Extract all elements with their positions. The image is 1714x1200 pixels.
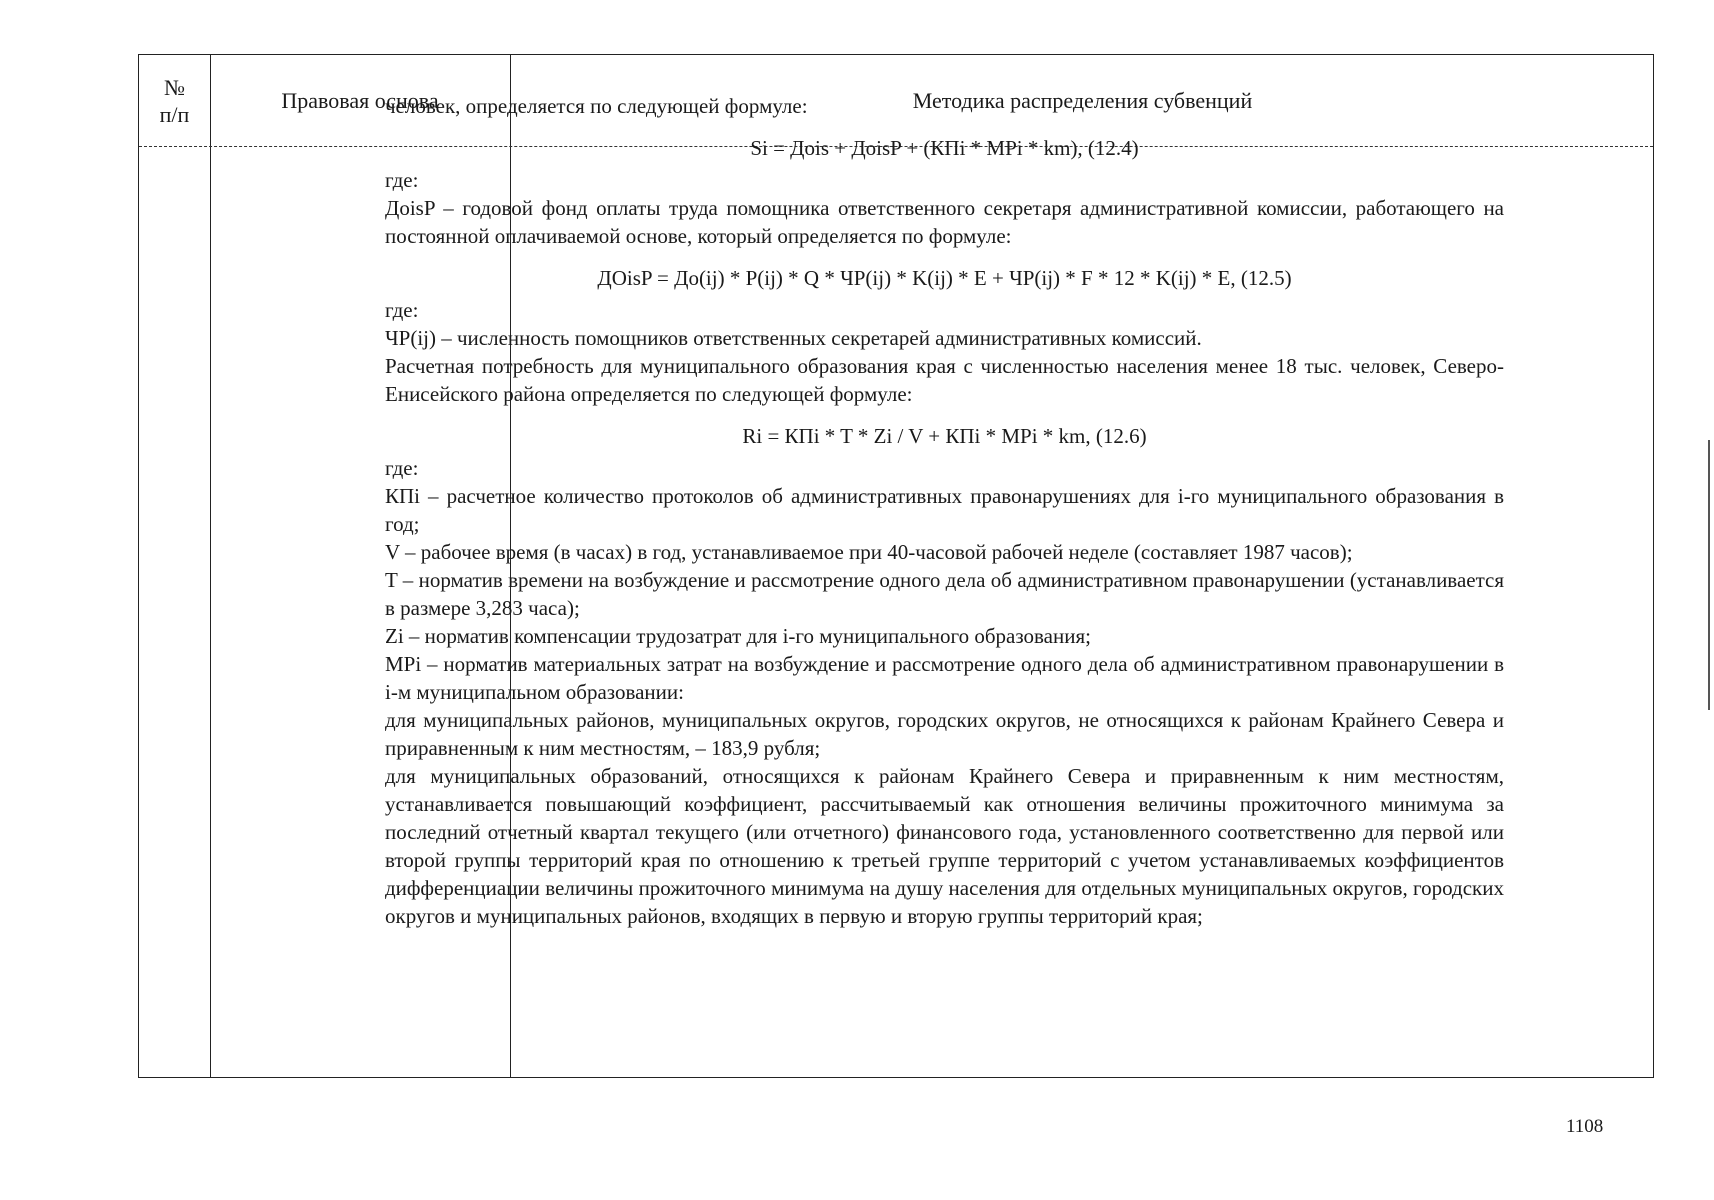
formula-line: Ri = КПi * T * Zi / V + КПi * MPi * km, (12.6) xyxy=(742,424,1147,448)
formula-line: ДOisP = До(ij) * P(ij) * Q * ЧР(ij) * K(ij) * E + ЧР(ij) * F * 12 * K(ij) * E, (12.5) xyxy=(597,266,1292,290)
text-paragraph: V – рабочее время (в часах) в год, устанавливаемое при 40-часовой рабочей неделе (составляет 1987 часов); xyxy=(385,540,1353,564)
text-paragraph: Расчетная потребность для муниципального образования края с численностью населения менее 18 тыс. человек, Северо-Енисейского района определяется по следующей формуле: xyxy=(385,354,1504,406)
formula-line: Si = Дois + ДoisP + (КПi * MPi * km), (12.4) xyxy=(750,136,1139,160)
methodology-text xyxy=(385,92,1504,930)
column-divider-1 xyxy=(210,55,211,1077)
text-paragraph: MPi – норматив материальных затрат на возбуждение и рассмотрение одного дела об административном правонарушении в i-м муниципальном образовании: xyxy=(385,652,1504,704)
text-paragraph: ЧР(ij) – численность помощников ответственных секретарей административных комиссий. xyxy=(385,326,1202,350)
text-paragraph: ДoisP – годовой фонд оплаты труда помощника ответственного секретаря административной комиссии, работающего на постоянной оплачиваемой основе, который определяется по формуле: xyxy=(385,196,1504,248)
text-paragraph: где: xyxy=(385,168,419,192)
text-paragraph: КПi – расчетное количество протоколов об административных правонарушениях для i-го муниципального образования в год; xyxy=(385,484,1504,536)
header-legal-basis: Правовая основа xyxy=(281,88,439,113)
text-paragraph: где: xyxy=(385,456,419,480)
header-methodology: Методика распределения субвенций xyxy=(912,88,1253,113)
text-paragraph: человек, определяется по следующей формуле: xyxy=(385,94,808,118)
text-paragraph: для муниципальных районов, муниципальных округов, городских округов, не относящихся к районам Крайнего Севера и приравненным к ним местностям, – 183,9 рубля; xyxy=(385,708,1504,760)
text-paragraph: Zi – норматив компенсации трудозатрат для i-го муниципального образования; xyxy=(385,624,1091,648)
header-number-symbol: № xyxy=(164,74,185,100)
header-number-label: п/п xyxy=(159,101,190,127)
text-paragraph: где: xyxy=(385,298,419,322)
text-paragraph: T – норматив времени на возбуждение и рассмотрение одного дела об административном правонарушении (устанавливается в размере 3,283 часа); xyxy=(385,568,1504,620)
page-number: 1108 xyxy=(1566,1116,1604,1137)
scan-edge-mark xyxy=(1708,440,1710,710)
text-paragraph: для муниципальных образований, относящихся к районам Крайнего Севера и приравненным к ним местностям, устанавливается повышающий коэффициент, рассчитываемый как отношения величины прожиточного минимума за последний отчетный квартал текущего (или отчетного) финансового года, установленного соответственно для первой или второй группы территорий края по отношению к третьей группе территорий с учетом устанавливаемых коэффициентов дифференциации величины прожиточного минимума на душу населения для отдельных муниципальных округов, городских округов и муниципальных районов, входящих в первую и вторую группы территорий края; xyxy=(385,764,1504,928)
header-number-cell xyxy=(139,55,210,146)
